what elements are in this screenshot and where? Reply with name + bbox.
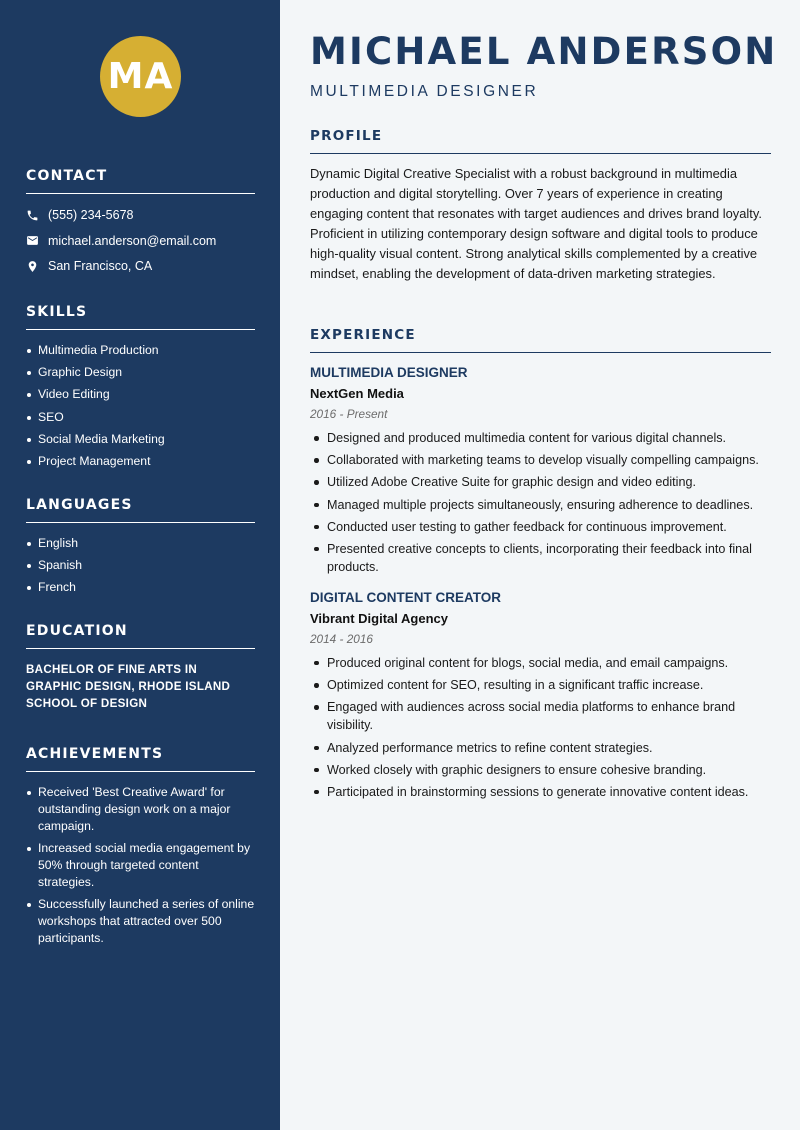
- job-title: MULTIMEDIA DESIGNER: [310, 365, 468, 380]
- envelope-icon: [26, 234, 48, 247]
- education-section: [26, 623, 255, 712]
- achievement-item: Increased social media engagement by 50% through targeted content strategies.: [26, 840, 255, 891]
- job-bullets: [310, 429, 771, 576]
- sidebar: [0, 0, 280, 1130]
- job-bullets: [310, 654, 771, 801]
- achievement-item: Received 'Best Creative Award' for outstanding design work on a major campaign.: [26, 784, 255, 835]
- languages-section: [26, 497, 255, 602]
- skills-list: [26, 342, 255, 470]
- achievement-item: Successfully launched a series of online workshops that attracted over 500 participants.: [26, 896, 255, 947]
- contact-email: [26, 232, 255, 250]
- profile-section: [310, 128, 771, 284]
- job-entry: [310, 365, 771, 576]
- job-bullet: Analyzed performance metrics to refine content strategies.: [310, 739, 771, 757]
- education-heading: EDUCATION: [26, 623, 255, 649]
- job-bullet: Conducted user testing to gather feedback for continuous improvement.: [310, 518, 771, 536]
- achievements-list: [26, 784, 255, 947]
- map-pin-icon: [26, 260, 48, 273]
- job-bullet: Produced original content for blogs, social media, and email campaigns.: [310, 654, 771, 672]
- skill-item: Graphic Design: [26, 364, 255, 381]
- experience-heading: EXPERIENCE: [310, 327, 771, 353]
- candidate-name: MICHAEL ANDERSON: [310, 30, 778, 73]
- job-bullet: Managed multiple projects simultaneously, ensuring adherence to deadlines.: [310, 496, 771, 514]
- job-company: NextGen Media: [310, 386, 404, 401]
- job-bullet: Presented creative concepts to clients, incorporating their feedback into final products.: [310, 540, 771, 576]
- skills-heading: SKILLS: [26, 304, 255, 330]
- job-entry: [310, 590, 771, 801]
- job-dates: 2016 - Present: [310, 407, 388, 421]
- contact-phone: [26, 206, 255, 224]
- email-text: michael.anderson@email.com: [48, 233, 217, 248]
- job-bullet: Optimized content for SEO, resulting in a significant traffic increase.: [310, 676, 771, 694]
- skill-item: Multimedia Production: [26, 342, 255, 359]
- skill-item: Video Editing: [26, 386, 255, 403]
- phone-text: (555) 234-5678: [48, 208, 134, 222]
- job-title: DIGITAL CONTENT CREATOR: [310, 589, 501, 605]
- contact-section: [26, 168, 255, 283]
- experience-section: [310, 327, 771, 805]
- job-bullet: Designed and produced multimedia content for various digital channels.: [310, 429, 771, 447]
- job-bullet: Worked closely with graphic designers to ensure cohesive branding.: [310, 761, 771, 779]
- language-item: French: [26, 579, 255, 596]
- contact-location: [26, 257, 255, 275]
- language-item: English: [26, 535, 255, 552]
- job-dates: 2014 - 2016: [310, 631, 373, 646]
- achievements-heading: ACHIEVEMENTS: [26, 746, 255, 772]
- language-item: Spanish: [26, 557, 255, 574]
- job-bullet: Engaged with audiences across social media platforms to enhance brand visibility.: [310, 698, 771, 734]
- job-bullet: Utilized Adobe Creative Suite for graphic design and video editing.: [310, 473, 771, 491]
- avatar-initials: MA: [100, 36, 181, 117]
- candidate-role: MULTIMEDIA DESIGNER: [310, 83, 539, 100]
- phone-icon: [26, 209, 48, 222]
- education-degree: BACHELOR OF FINE ARTS IN GRAPHIC DESIGN, RHODE ISLAND SCHOOL OF DESIGN: [26, 663, 231, 710]
- skill-item: Project Management: [26, 453, 255, 470]
- skill-item: SEO: [26, 409, 255, 426]
- skill-item: Social Media Marketing: [26, 431, 255, 448]
- languages-heading: LANGUAGES: [26, 497, 255, 523]
- profile-text: Dynamic Digital Creative Specialist with a robust background in multimedia production and digital storytelling. Over 7 years of experience in creating engaging content that resonates with target audiences and drives brand loyalty. Proficient in utilizing contemporary design software and digital tools to produce high-quality visual content. Strong analytical skills complemented by a creative mindset, enabling the development of data-driven marketing strategies.: [310, 166, 762, 281]
- skills-section: [26, 304, 255, 475]
- contact-heading: CONTACT: [26, 168, 255, 194]
- location-text: San Francisco, CA: [48, 259, 153, 274]
- languages-list: [26, 535, 255, 596]
- job-bullet: Collaborated with marketing teams to develop visually compelling campaigns.: [310, 451, 771, 469]
- job-bullet: Participated in brainstorming sessions to generate innovative content ideas.: [310, 783, 771, 801]
- job-company: Vibrant Digital Agency: [310, 610, 448, 626]
- achievements-section: [26, 746, 255, 953]
- profile-heading: PROFILE: [310, 128, 771, 154]
